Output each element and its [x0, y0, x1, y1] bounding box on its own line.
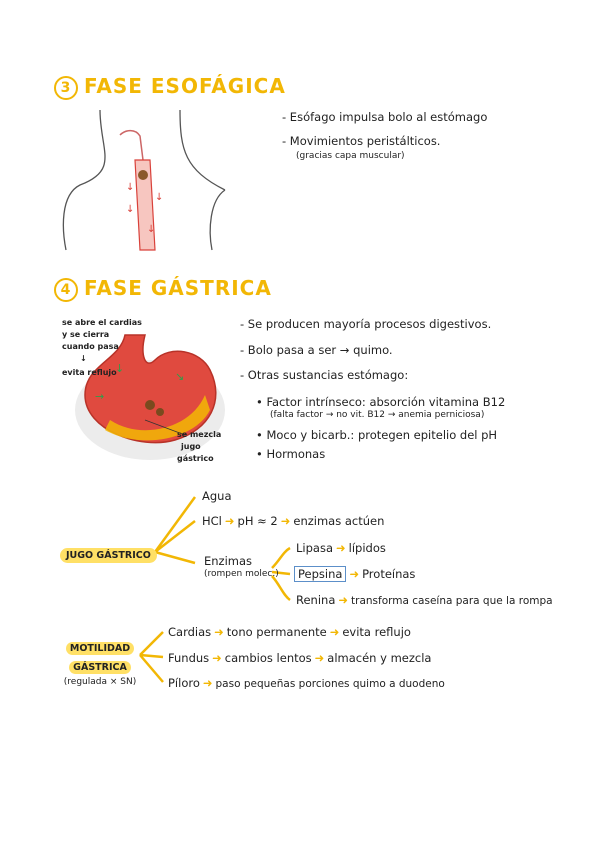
section-title-text: FASE GÁSTRICA [84, 276, 272, 300]
motilidad-cardias: Cardias [168, 625, 212, 639]
label-gastrico: gástrico [177, 454, 214, 463]
motilidad-cambios: cambios lentos [224, 651, 312, 665]
stomach-illustration [75, 335, 225, 460]
jugo-ph: pH ≈ 2 [237, 514, 278, 528]
jugo-proteinas: Proteínas [362, 567, 416, 581]
subbullet-moco: • Moco y bicarb.: protegen epitelio del pH [256, 428, 498, 442]
label-reflujo: evita reflujo [62, 368, 117, 377]
jugo-center [60, 543, 157, 562]
motilidad-cardias-row [168, 624, 411, 640]
svg-text:↓: ↓ [155, 192, 164, 203]
arrow-icon: ➜ [336, 541, 346, 555]
jugo-lipasa: Lipasa [296, 541, 333, 555]
arrow-icon: ➜ [329, 625, 340, 639]
esophagus-illustration [63, 110, 225, 250]
section-title-esofagica [54, 74, 286, 100]
arrow-icon: ➜ [224, 514, 235, 528]
section-title-gastrica [54, 276, 272, 302]
motilidad-tono: tono permanente [226, 625, 327, 639]
label-cardias: se abre el cardias [62, 318, 142, 327]
svg-text:↘: ↘ [175, 370, 185, 383]
bullet-procesos: - Se producen mayoría procesos digestivos. [240, 317, 492, 331]
jugo-lipidos: lípidos [348, 541, 386, 555]
bullet-movimientos: - Movimientos peristálticos. [282, 134, 441, 148]
jugo-renina-desc: transforma caseína para que la rompa [351, 595, 553, 607]
motilidad-reflujo: evita reflujo [342, 625, 411, 639]
svg-text:↓: ↓ [126, 204, 135, 215]
jugo-agua: Agua [202, 489, 232, 503]
jugo-enzimas-act: enzimas actúen [293, 514, 385, 528]
section-number-3: 3 [54, 76, 78, 100]
subbullet-factor: • Factor intrínseco: absorción vitamina B12 [256, 395, 506, 409]
svg-text:→: → [95, 390, 105, 403]
arrow-icon: ➜ [314, 651, 325, 665]
arrow-icon: ➜ [338, 593, 349, 607]
jugo-pepsina: Pepsina [294, 566, 346, 582]
arrow-icon: ➜ [202, 676, 213, 690]
subbullet-hormonas: • Hormonas [256, 447, 326, 461]
svg-text:↓: ↓ [115, 362, 125, 375]
svg-text:↓: ↓ [126, 182, 135, 193]
motilidad-almacen: almacén y mezcla [327, 651, 432, 665]
arrow-icon: ➜ [349, 567, 360, 581]
jugo-renina-row [296, 592, 553, 609]
label-jugo: jugo [181, 442, 201, 451]
jugo-renina: Renina [296, 593, 336, 607]
motilidad-center [62, 636, 138, 688]
jugo-center-label: JUGO GÁSTRICO [60, 548, 157, 563]
section-number-4: 4 [54, 278, 78, 302]
svg-text:↓: ↓ [147, 224, 156, 235]
jugo-hcl-row [202, 513, 384, 529]
motilidad-center-sub: (regulada × SN) [63, 677, 137, 687]
bullet-quimo: - Bolo pasa a ser → quimo. [240, 343, 393, 357]
motilidad-center-1: MOTILIDAD [66, 642, 134, 655]
jugo-enzimas: Enzimas [204, 554, 253, 568]
arrow-icon: ➜ [280, 514, 291, 528]
jugo-lipasa-row [296, 540, 386, 556]
motilidad-porciones: paso pequeñas porciones quimo a duodeno [215, 678, 445, 690]
motilidad-piloro-row [168, 675, 445, 692]
label-down-arrow: ↓ [80, 354, 87, 363]
jugo-enzimas-sub: (rompen molec.) [204, 569, 279, 579]
arrow-icon: ➜ [212, 651, 222, 665]
bullet-sustancias: - Otras sustancias estómago: [240, 368, 409, 382]
motilidad-fundus: Fundus [168, 651, 210, 665]
label-pasa: cuando pasa [62, 342, 119, 351]
section-title-text: FASE ESOFÁGICA [84, 74, 286, 98]
jugo-hcl: HCl [202, 514, 222, 528]
motilidad-branches [140, 632, 163, 682]
jugo-pepsina-row [294, 566, 415, 582]
arrow-icon: ➜ [214, 625, 224, 639]
motilidad-piloro: Píloro [168, 676, 200, 690]
bullet-esofago: - Esófago impulsa bolo al estómago [282, 110, 488, 124]
motilidad-fundus-row [168, 650, 431, 666]
bullet-capa-muscular: (gracias capa muscular) [296, 151, 405, 161]
subbullet-anemia: (falta factor → no vit. B12 → anemia perniciosa) [270, 410, 485, 420]
motilidad-center-2: GÁSTRICA [69, 661, 131, 674]
label-cierra: y se cierra [62, 330, 110, 339]
label-mezcla: se mezcla [177, 430, 222, 439]
